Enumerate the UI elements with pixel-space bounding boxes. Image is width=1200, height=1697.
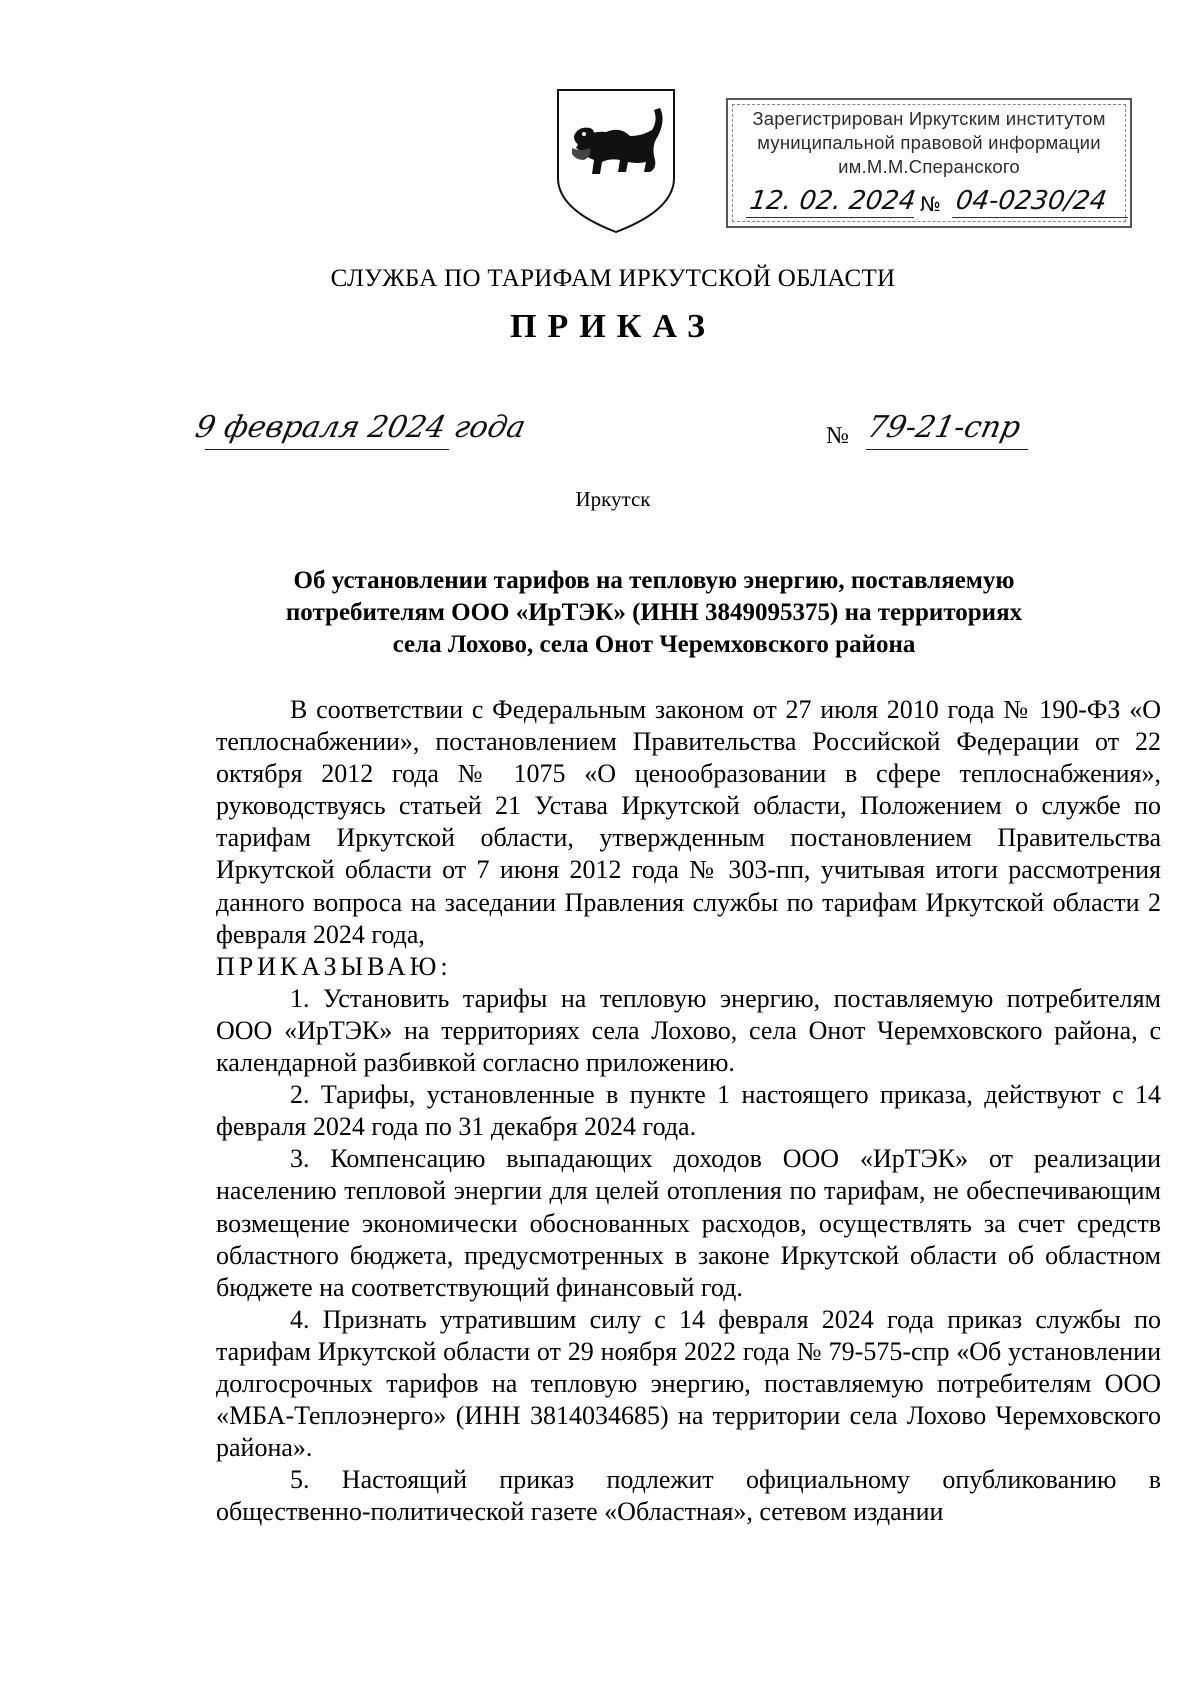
order-word: ПРИКАЗЫВАЮ: [216, 951, 452, 981]
order-number-handwritten: 79-21-спр [864, 410, 1024, 445]
order-item-3: 3. Компенсацию выпадающих доходов ООО «ИрТЭК» от реализации населению тепловой энергии для целей отопления по тарифам, не обеспечивающим возмещение экономически обоснованных расходов, осуществлять за счет средств областного бюджета, предусмотренных в законе Иркутской области об областном бюджете на соответствующий финансовый год. [216, 1144, 1161, 1302]
order-date-handwritten: 9 февраля 2024 года [192, 410, 529, 445]
stamp-registration-row [744, 184, 1122, 218]
order-item-4: 4. Признать утратившим силу с 14 февраля 2024 года приказ службы по тарифам Иркутской области от 29 ноября 2022 года № 79-575-спр «Об установлении долгосрочных тарифов на тепловую энергию, поставляемую потребителям ООО «МБА-Теплоэнерго» (ИНН 3814034685) на территории села Лохово Черемховского района». [216, 1304, 1161, 1463]
stamp-line-1: Зарегистрирован Иркутским институтом [752, 108, 1106, 129]
stamp-number: 04-0230/24 [953, 186, 1109, 216]
stamp-line-2: муниципальной правовой информации [757, 132, 1101, 153]
preamble-paragraph: В соответствии с Федеральным законом от 27 июля 2010 года № 190-ФЗ «О теплоснабжении», постановлением Правительства Российской Федерации от 22 октября 2012 года № 1075 «О ценообразовании в сфере теплоснабжения», руководствуясь статьей 21 Устава Иркутской области, Положением о службе по тарифам Иркутской области, утвержденным постановлением Правительства Иркутской области от 7 июня 2012 года № 303-пп, учитывая итоги рассмотрения данного вопроса на заседании Правления службы по тарифам Иркутской области 2 февраля 2024 года, [216, 695, 1161, 949]
city-name: Иркутск [575, 487, 651, 511]
registration-stamp [726, 98, 1132, 228]
sable-emblem-icon [554, 86, 678, 234]
agency-name: СЛУЖБА ПО ТАРИФАМ ИРКУТСКОЙ ОБЛАСТИ [330, 265, 896, 292]
order-date-underline [205, 449, 449, 450]
order-item-2: 2. Тарифы, установленные в пункте 1 настоящего приказа, действуют с 14 февраля 2024 года по 31 декабря 2024 года. [216, 1080, 1161, 1142]
stamp-number-sign: № [920, 192, 941, 216]
stamp-date: 12. 02. 2024 [747, 186, 918, 216]
order-item-5: 5. Настоящий приказ подлежит официальному опубликованию в общественно-политической газете «Областная», сетевом издании [216, 1465, 1161, 1527]
stamp-line-3: им.М.М.Сперанского [838, 156, 1020, 177]
title-line-1: Об установлении тарифов на тепловую энергию, поставляемую [293, 567, 1015, 594]
order-title [200, 565, 1108, 661]
order-number-underline [866, 449, 1028, 450]
order-body [216, 694, 1161, 1528]
order-number-sign: № [826, 423, 849, 449]
coat-of-arms-emblem [554, 86, 678, 234]
document-type: ПРИКАЗ [510, 308, 716, 345]
order-item-1: 1. Установить тарифы на тепловую энергию, поставляемую потребителям ООО «ИрТЭК» на территориях села Лохово, села Онот Черемховского района, с календарной разбивкой согласно приложению. [216, 983, 1161, 1078]
stamp-date-underline [746, 217, 914, 218]
title-line-3: села Лохово, села Онот Черемховского района [392, 631, 916, 658]
stamp-number-underline [952, 217, 1128, 218]
title-line-2: потребителям ООО «ИрТЭК» (ИНН 3849095375) на территориях [285, 599, 1023, 626]
